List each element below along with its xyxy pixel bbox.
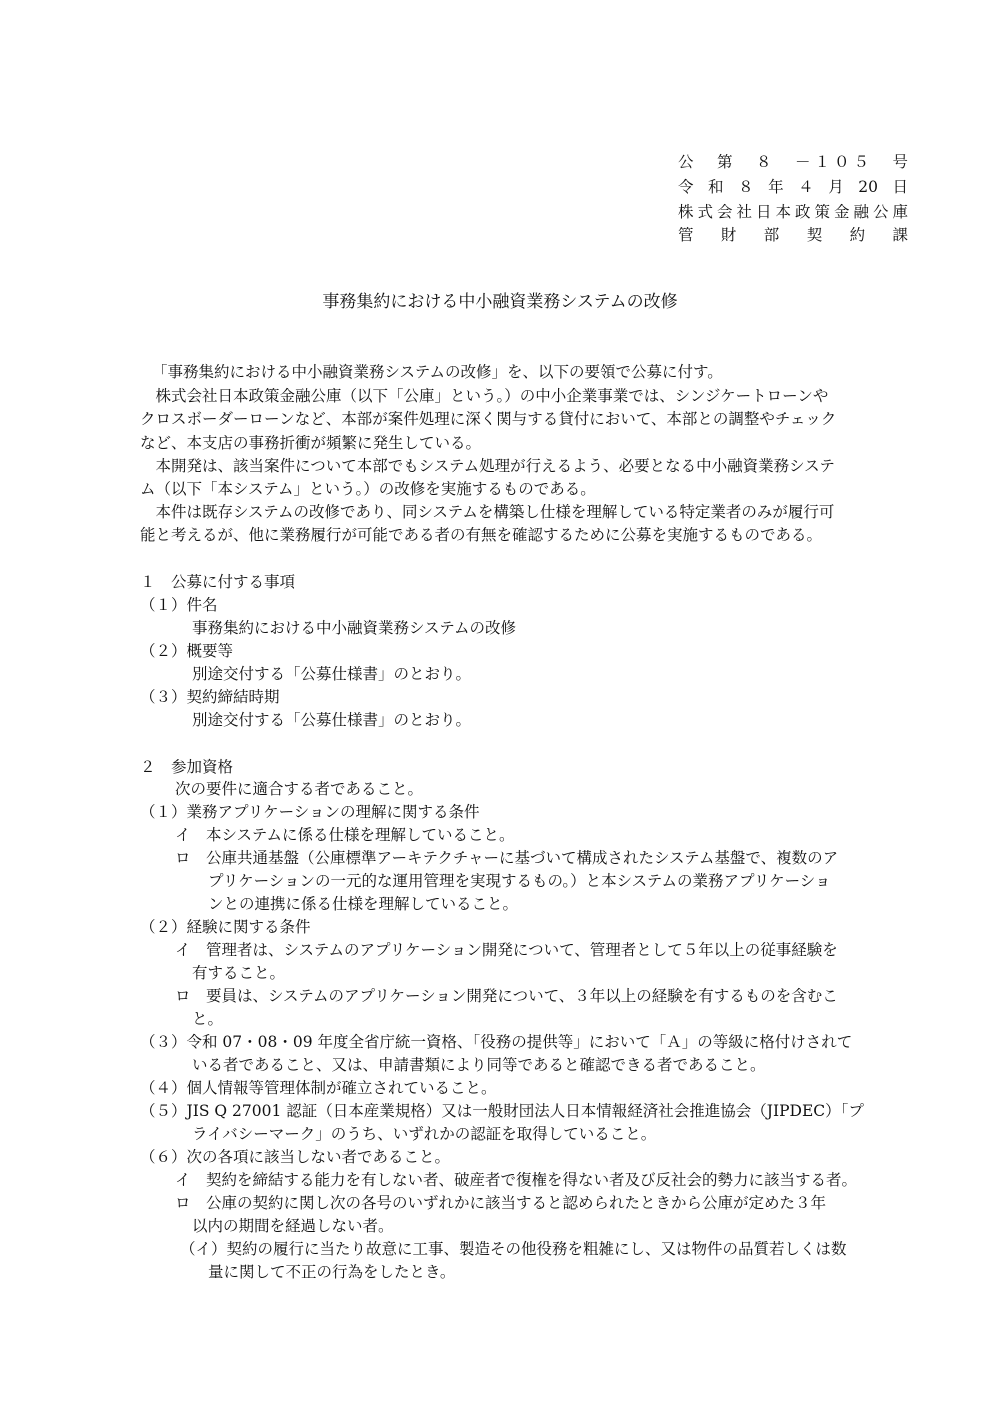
- intro-paragraph-2-line-3: など、本支店の事務折衝が頻繁に発生している。: [140, 434, 482, 452]
- section-2-heading: ２ 参加資格: [140, 758, 234, 776]
- condition-2-item-ro-line-2: と。: [192, 1010, 224, 1028]
- condition-5-line-1: （５）JIS Q 27001 認証（日本産業規格）又は一般財団法人日本情報経済社会推進協会（JIPDEC）「プ: [140, 1102, 864, 1120]
- condition-6-item-ro-line-1: ロ 公庫の契約に関し次の各号のいずれかに該当すると認められたときから公庫が定めた３年: [175, 1194, 827, 1212]
- condition-1-item-ro-line-1: ロ 公庫共通基盤（公庫標準アーキテクチャーに基づいて構成されたシステム基盤で、複数のア: [175, 849, 839, 867]
- condition-3-line-1: （３）令和 07・08・09 年度全省庁統一資格、「役務の提供等」において「Ａ」の等級に格付けされて: [140, 1033, 853, 1051]
- intro-paragraph-4-line-1: 本件は既存システムの改修であり、同システムを構築し仕様を理解している特定業者のみが履行可: [140, 503, 835, 521]
- issue-date: 令和８年４月20日: [678, 178, 908, 196]
- condition-6-item-i: イ 契約を締結する能力を有しない者、破産者で復権を得ない者及び反社会的勢力に該当する者。: [175, 1171, 858, 1189]
- condition-2-item-i-line-1: イ 管理者は、システムのアプリケーション開発について、管理者として５年以上の従事経験を: [175, 941, 838, 959]
- document-title: 事務集約における中小融資業務システムの改修: [322, 292, 678, 312]
- organization-name: 株式会社日本政策金融公庫: [678, 203, 908, 221]
- condition-2-item-i-line-2: 有すること。: [192, 964, 286, 982]
- intro-paragraph-2-line-2: クロスボーダーローンなど、本部が案件処理に深く関与する貸付において、本部との調整やチェック: [140, 410, 837, 428]
- intro-paragraph-2-line-1: 株式会社日本政策金融公庫（以下「公庫」という。）の中小企業事業では、シンジケートローンや: [140, 387, 829, 405]
- condition-1-item-ro-line-3: ンとの連携に係る仕様を理解していること。: [208, 895, 519, 913]
- condition-2-heading: （２）経験に関する条件: [140, 918, 311, 936]
- condition-1-item-ro-line-2: プリケーションの一元的な運用管理を実現するもの。）と本システムの業務アプリケーショ: [208, 872, 831, 890]
- condition-6-item-ro-line-2: 以内の期間を経過しない者。: [192, 1217, 394, 1235]
- condition-1-heading: （１）業務アプリケーションの理解に関する条件: [140, 803, 480, 821]
- condition-1-item-i: イ 本システムに係る仕様を理解していること。: [175, 826, 515, 844]
- document-number: 公 第 ８ －１０５ 号: [678, 153, 908, 171]
- condition-4: （４）個人情報等管理体制が確立されていること。: [140, 1079, 497, 1097]
- section-1-heading: １ 公募に付する事項: [140, 573, 296, 591]
- department-name: 管 財 部 契 約 課: [678, 226, 908, 244]
- condition-3-line-2: いる者であること、又は、申請書類により同等であると確認できる者であること。: [192, 1056, 766, 1074]
- section-1-item-1-value: 事務集約における中小融資業務システムの改修: [192, 619, 516, 637]
- condition-6-subitem-a-line-2: 量に関して不正の行為をしたとき。: [208, 1263, 456, 1281]
- section-1-item-3: （３）契約締結時期: [140, 688, 280, 706]
- section-1-item-2: （２）概要等: [140, 642, 234, 660]
- intro-paragraph-3-line-2: ム（以下「本システム」という。）の改修を実施するものである。: [140, 480, 596, 498]
- section-1-item-2-value: 別途交付する「公募仕様書」のとおり。: [192, 665, 472, 683]
- condition-5-line-2: ライバシーマーク」のうち、いずれかの認証を取得していること。: [192, 1125, 657, 1143]
- intro-paragraph-1: 「事務集約における中小融資業務システムの改修」を、以下の要領で公募に付す。: [152, 363, 723, 381]
- intro-paragraph-3-line-1: 本開発は、該当案件について本部でもシステム処理が行えるよう、必要となる中小融資業務システ: [140, 457, 835, 475]
- intro-paragraph-4-line-2: 能と考えるが、他に業務履行が可能である者の有無を確認するために公募を実施するものである。: [140, 526, 823, 544]
- condition-6-heading: （６）次の各項に該当しない者であること。: [140, 1148, 451, 1166]
- section-1-item-3-value: 別途交付する「公募仕様書」のとおり。: [192, 711, 472, 729]
- condition-6-subitem-a-line-1: （イ）契約の履行に当たり故意に工事、製造その他役務を粗雑にし、又は物件の品質若しくは数: [180, 1240, 847, 1258]
- condition-2-item-ro-line-1: ロ 要員は、システムのアプリケーション開発について、３年以上の経験を有するものを含むこ: [175, 987, 838, 1005]
- section-1-item-1: （１）件名: [140, 596, 218, 614]
- section-2-lead: 次の要件に適合する者であること。: [175, 780, 424, 798]
